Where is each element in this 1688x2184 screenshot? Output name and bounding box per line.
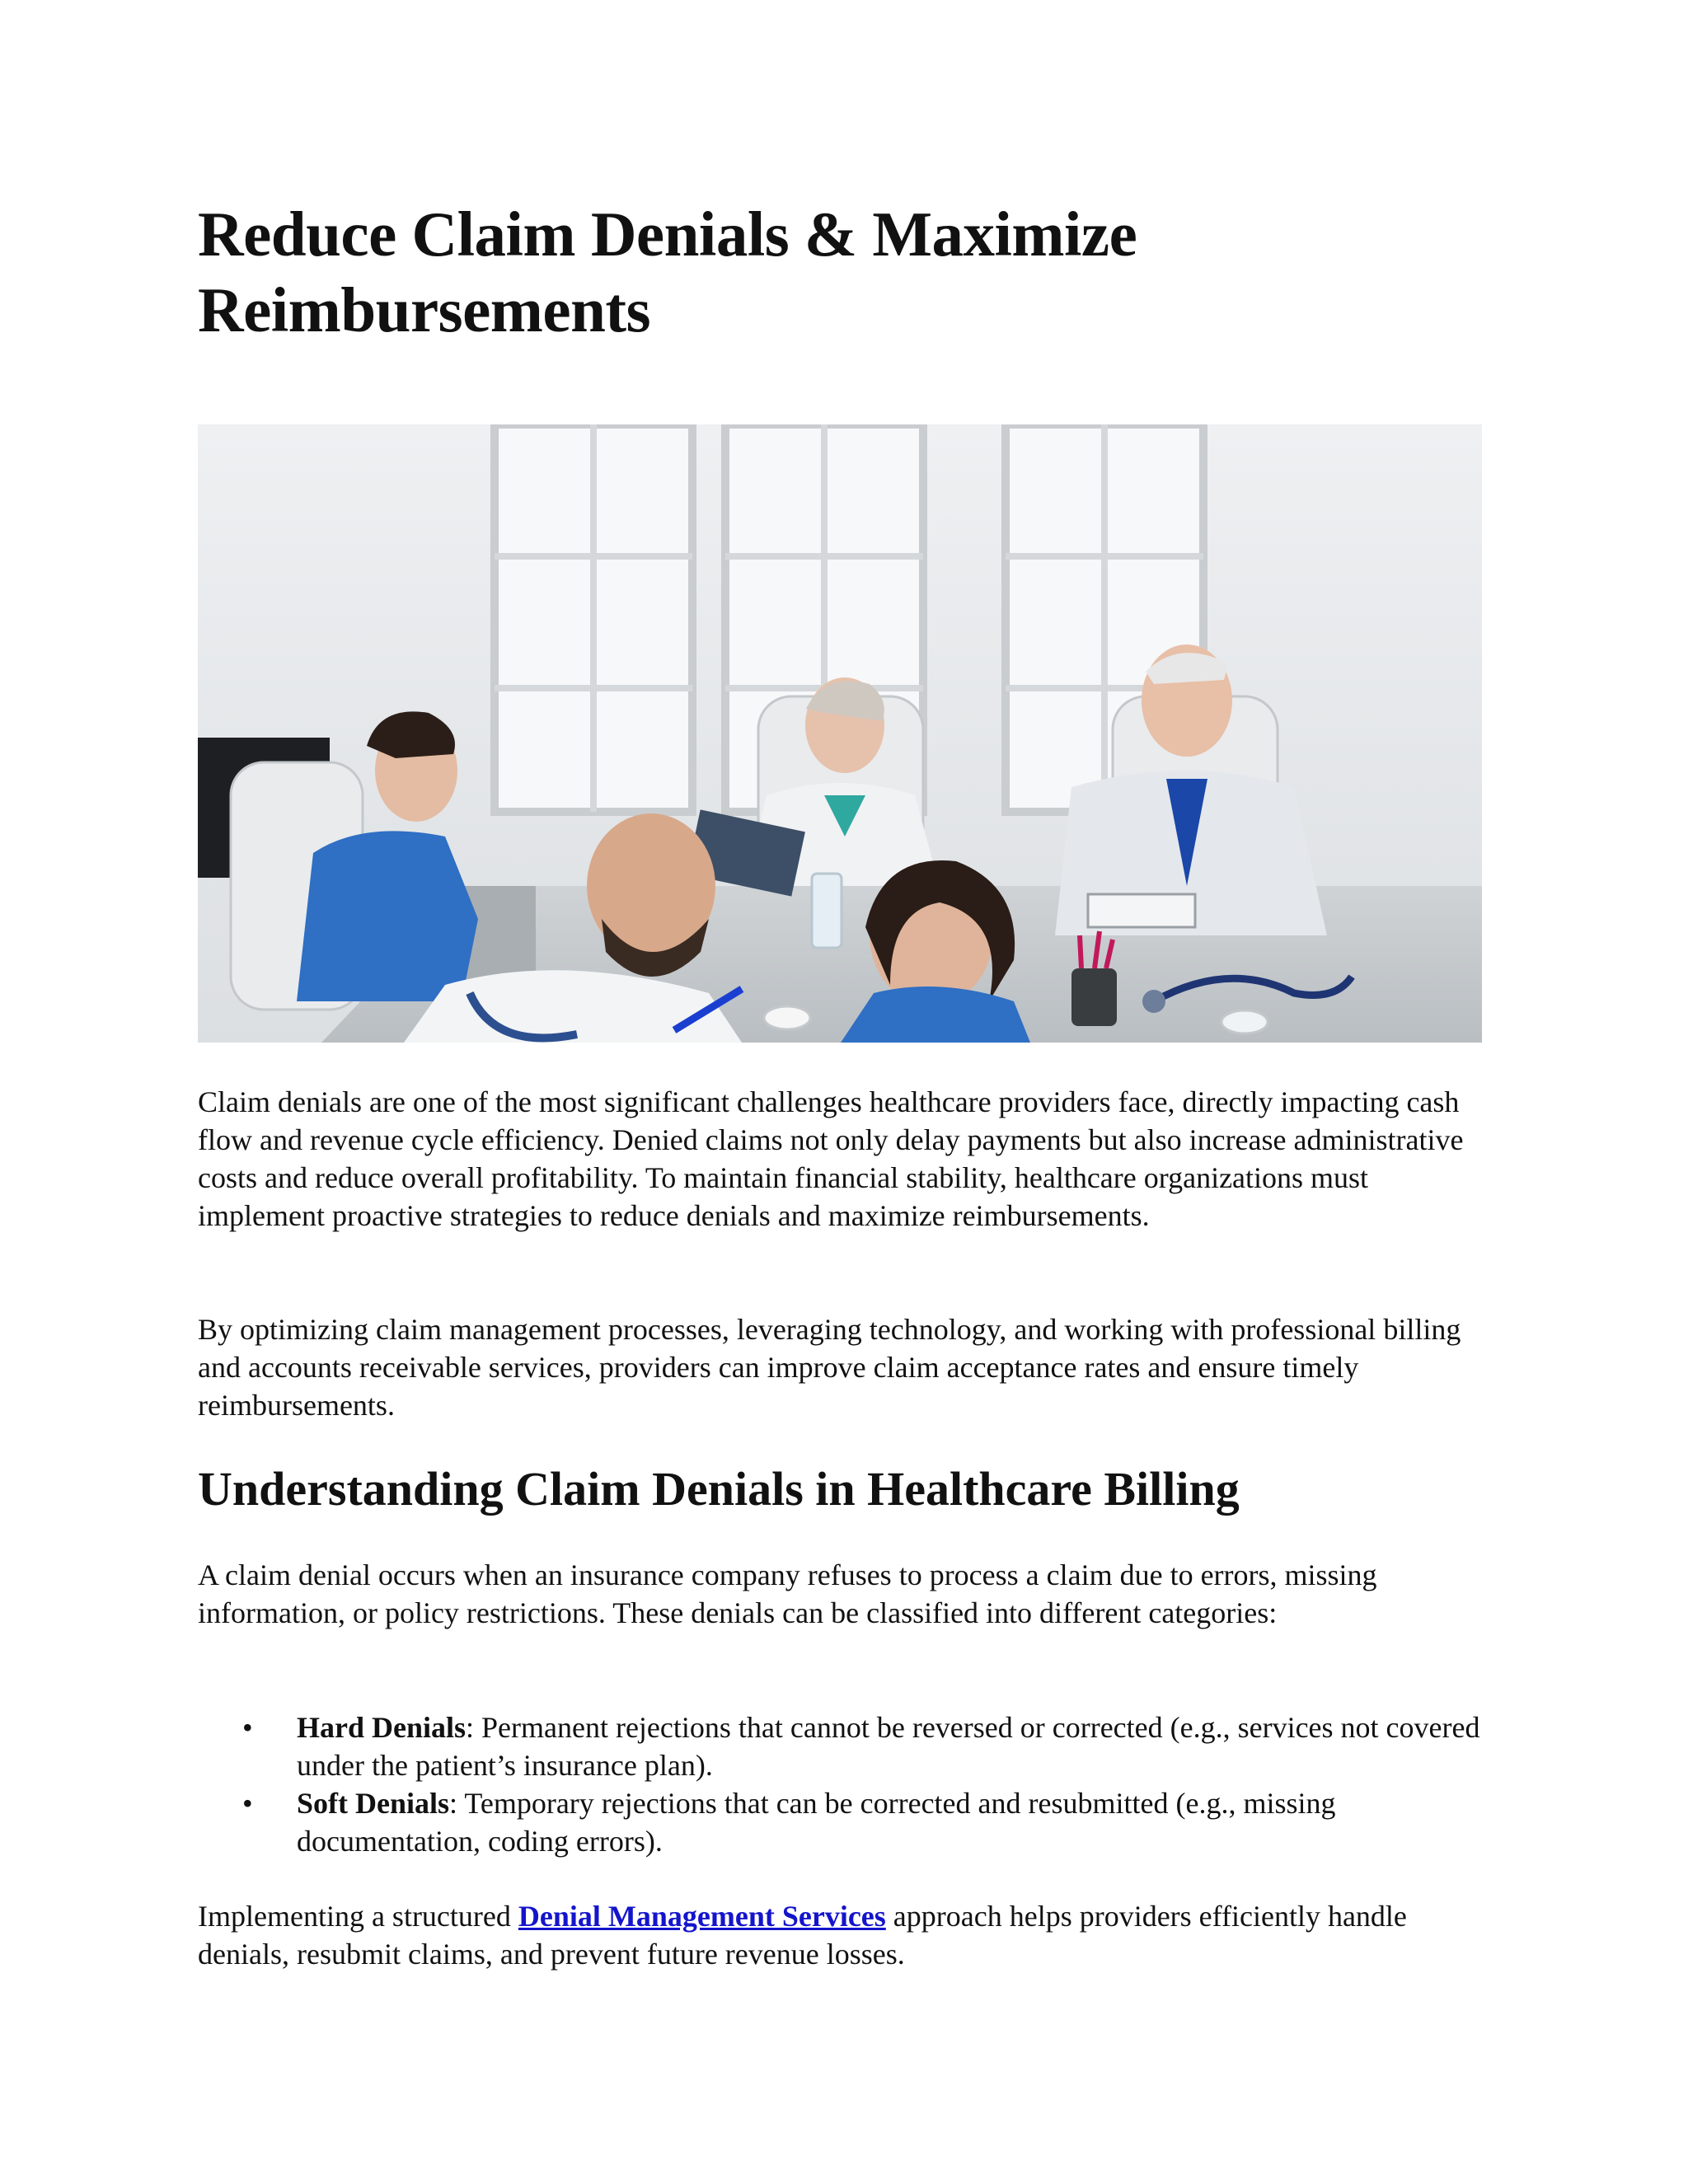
closing-text-after: approach helps providers efficiently handle denials, resubmit claims, and prevent future revenue losses. [198,1900,1407,1971]
list-item-term: Hard Denials [297,1711,467,1744]
section-heading: Understanding Claim Denials in Healthcare Billing [198,1462,1240,1516]
section-intro-paragraph: A claim denial occurs when an insurance company refuses to process a claim due to errors, missing information, or policy restrictions. These denials can be classified into different categories: [198,1558,1377,1629]
hero-image [198,424,1482,1043]
closing-paragraph [198,1897,1484,1973]
second-paragraph: By optimizing claim management processes, leveraging technology, and working with professional billing and accounts receivable services, providers can improve claim acceptance rates and ensure timely reimbursements. [198,1313,1461,1422]
list-item-term: Soft Denials [297,1787,450,1820]
bullet-icon: • [242,1787,253,1820]
intro-paragraph: Claim denials are one of the most significant challenges healthcare providers face, directly impacting cash flow and revenue cycle efficiency. Denied claims not only delay payments but also increase administrative costs and reduce overall profitability. To maintain financial stability, healthcare organizations must implement proactive strategies to reduce denials and maximize reimbursements. [198,1085,1464,1232]
closing-text-before: Implementing a structured [198,1900,518,1933]
bullet-icon: • [242,1711,253,1744]
denial-types-list [198,1708,1484,1860]
list-item-text: : Permanent rejections that cannot be reversed or corrected (e.g., services not covered under the patient’s insurance plan). [297,1711,1480,1782]
denial-management-services-link[interactable]: Denial Management Services [518,1900,886,1933]
page-title: Reduce Claim Denials & Maximize Reimbursements [198,199,1137,345]
list-item-text: : Temporary rejections that can be corrected and resubmitted (e.g., missing documentation, coding errors). [297,1787,1336,1858]
list-item [198,1708,1484,1784]
list-item [198,1784,1484,1860]
